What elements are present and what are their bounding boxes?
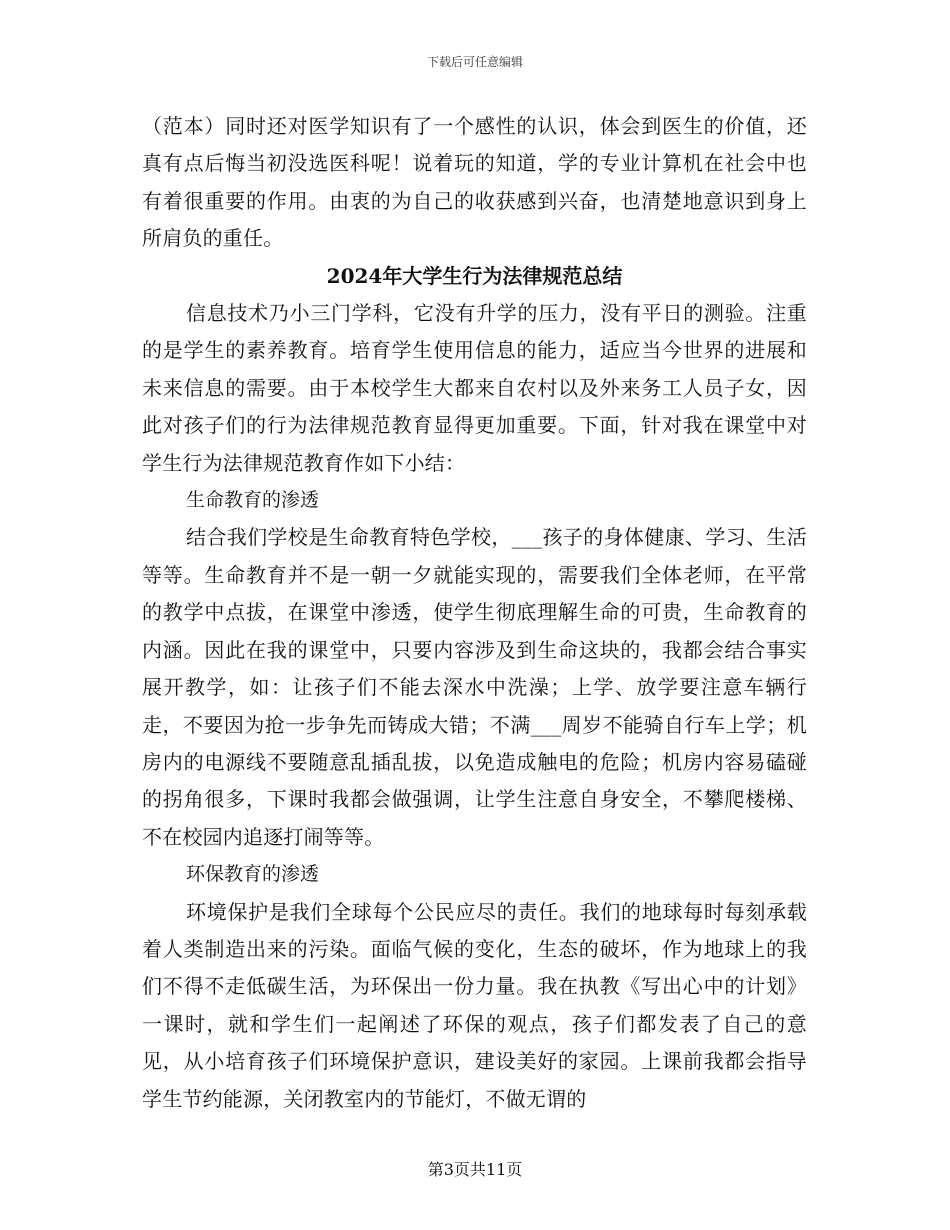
paragraph-environment-education: 环境保护是我们全球每个公民应尽的责任。我们的地球每时每刻承载着人类制造出来的污染。面临气候的变化，生态的破坏，作为地球上的我们不得不走低碳生活，为环保出一份力量。我在执教《写出心中的计划》一课时，就和学生们一起阐述了环保的观点，孩子们都发表了自己的意见，从小培育孩子们环境保护意识，建设美好的家园。上课前我都会指导学生节约能源，关闭教室内的节能灯，不做无谓的 [142, 899, 807, 1111]
subheading-life-education: 生命教育的渗透 [186, 489, 320, 512]
section-title: 2024年大学生行为法律规范总结 [326, 263, 623, 288]
paragraph-continuation: （范本）同时还对医学知识有了一个感性的认识，体会到医生的价值，还真有点后悔当初没选医科呢！说着玩的知道，学的专业计算机在社会中也有着很重要的作用。由衷的为自己的收获感到兴奋，也清楚地意识到身上所肩负的重任。 [142, 114, 807, 251]
page-header: 下载后可任意编辑 [426, 55, 523, 69]
paragraph-intro: 信息技术乃小三门学科，它没有升学的压力，没有平日的测验。注重的是学生的素养教育。培育学生使用信息的能力，适应当今世界的进展和未来信息的需要。由于本校学生大都来自农村以及外来务工人员子女，因此对孩子们的行为法律规范教育显得更加重要。下面，针对我在课堂中对学生行为法律规范教育作如下小结： [142, 301, 807, 475]
document-body [142, 108, 807, 1118]
page-footer: 第3页共11页 [427, 1160, 523, 1179]
paragraph-life-education: 结合我们学校是生命教育特色学校，___孩子的身体健康、学习、生活等等。生命教育并不是一朝一夕就能实现的，需要我们全体老师，在平常的教学中点拔，在课堂中渗透，使学生彻底理解生命的可贵，生命教育的内涵。因此在我的课堂中，只要内容涉及到生命这块的，我都会结合事实展开教学，如：让孩子们不能去深水中洗澡；上学、放学要注意车辆行走，不要因为抢一步争先而铸成大错；不满___周岁不能骑自行车上学；机房内的电源线不要随意乱插乱拔，以免造成触电的危险；机房内容易磕碰的拐角很多，下课时我都会做强调，让学生注意自身安全，不攀爬楼梯、不在校园内追逐打闹等等。 [142, 525, 807, 849]
subheading-environment-education: 环保教育的渗透 [186, 863, 320, 886]
